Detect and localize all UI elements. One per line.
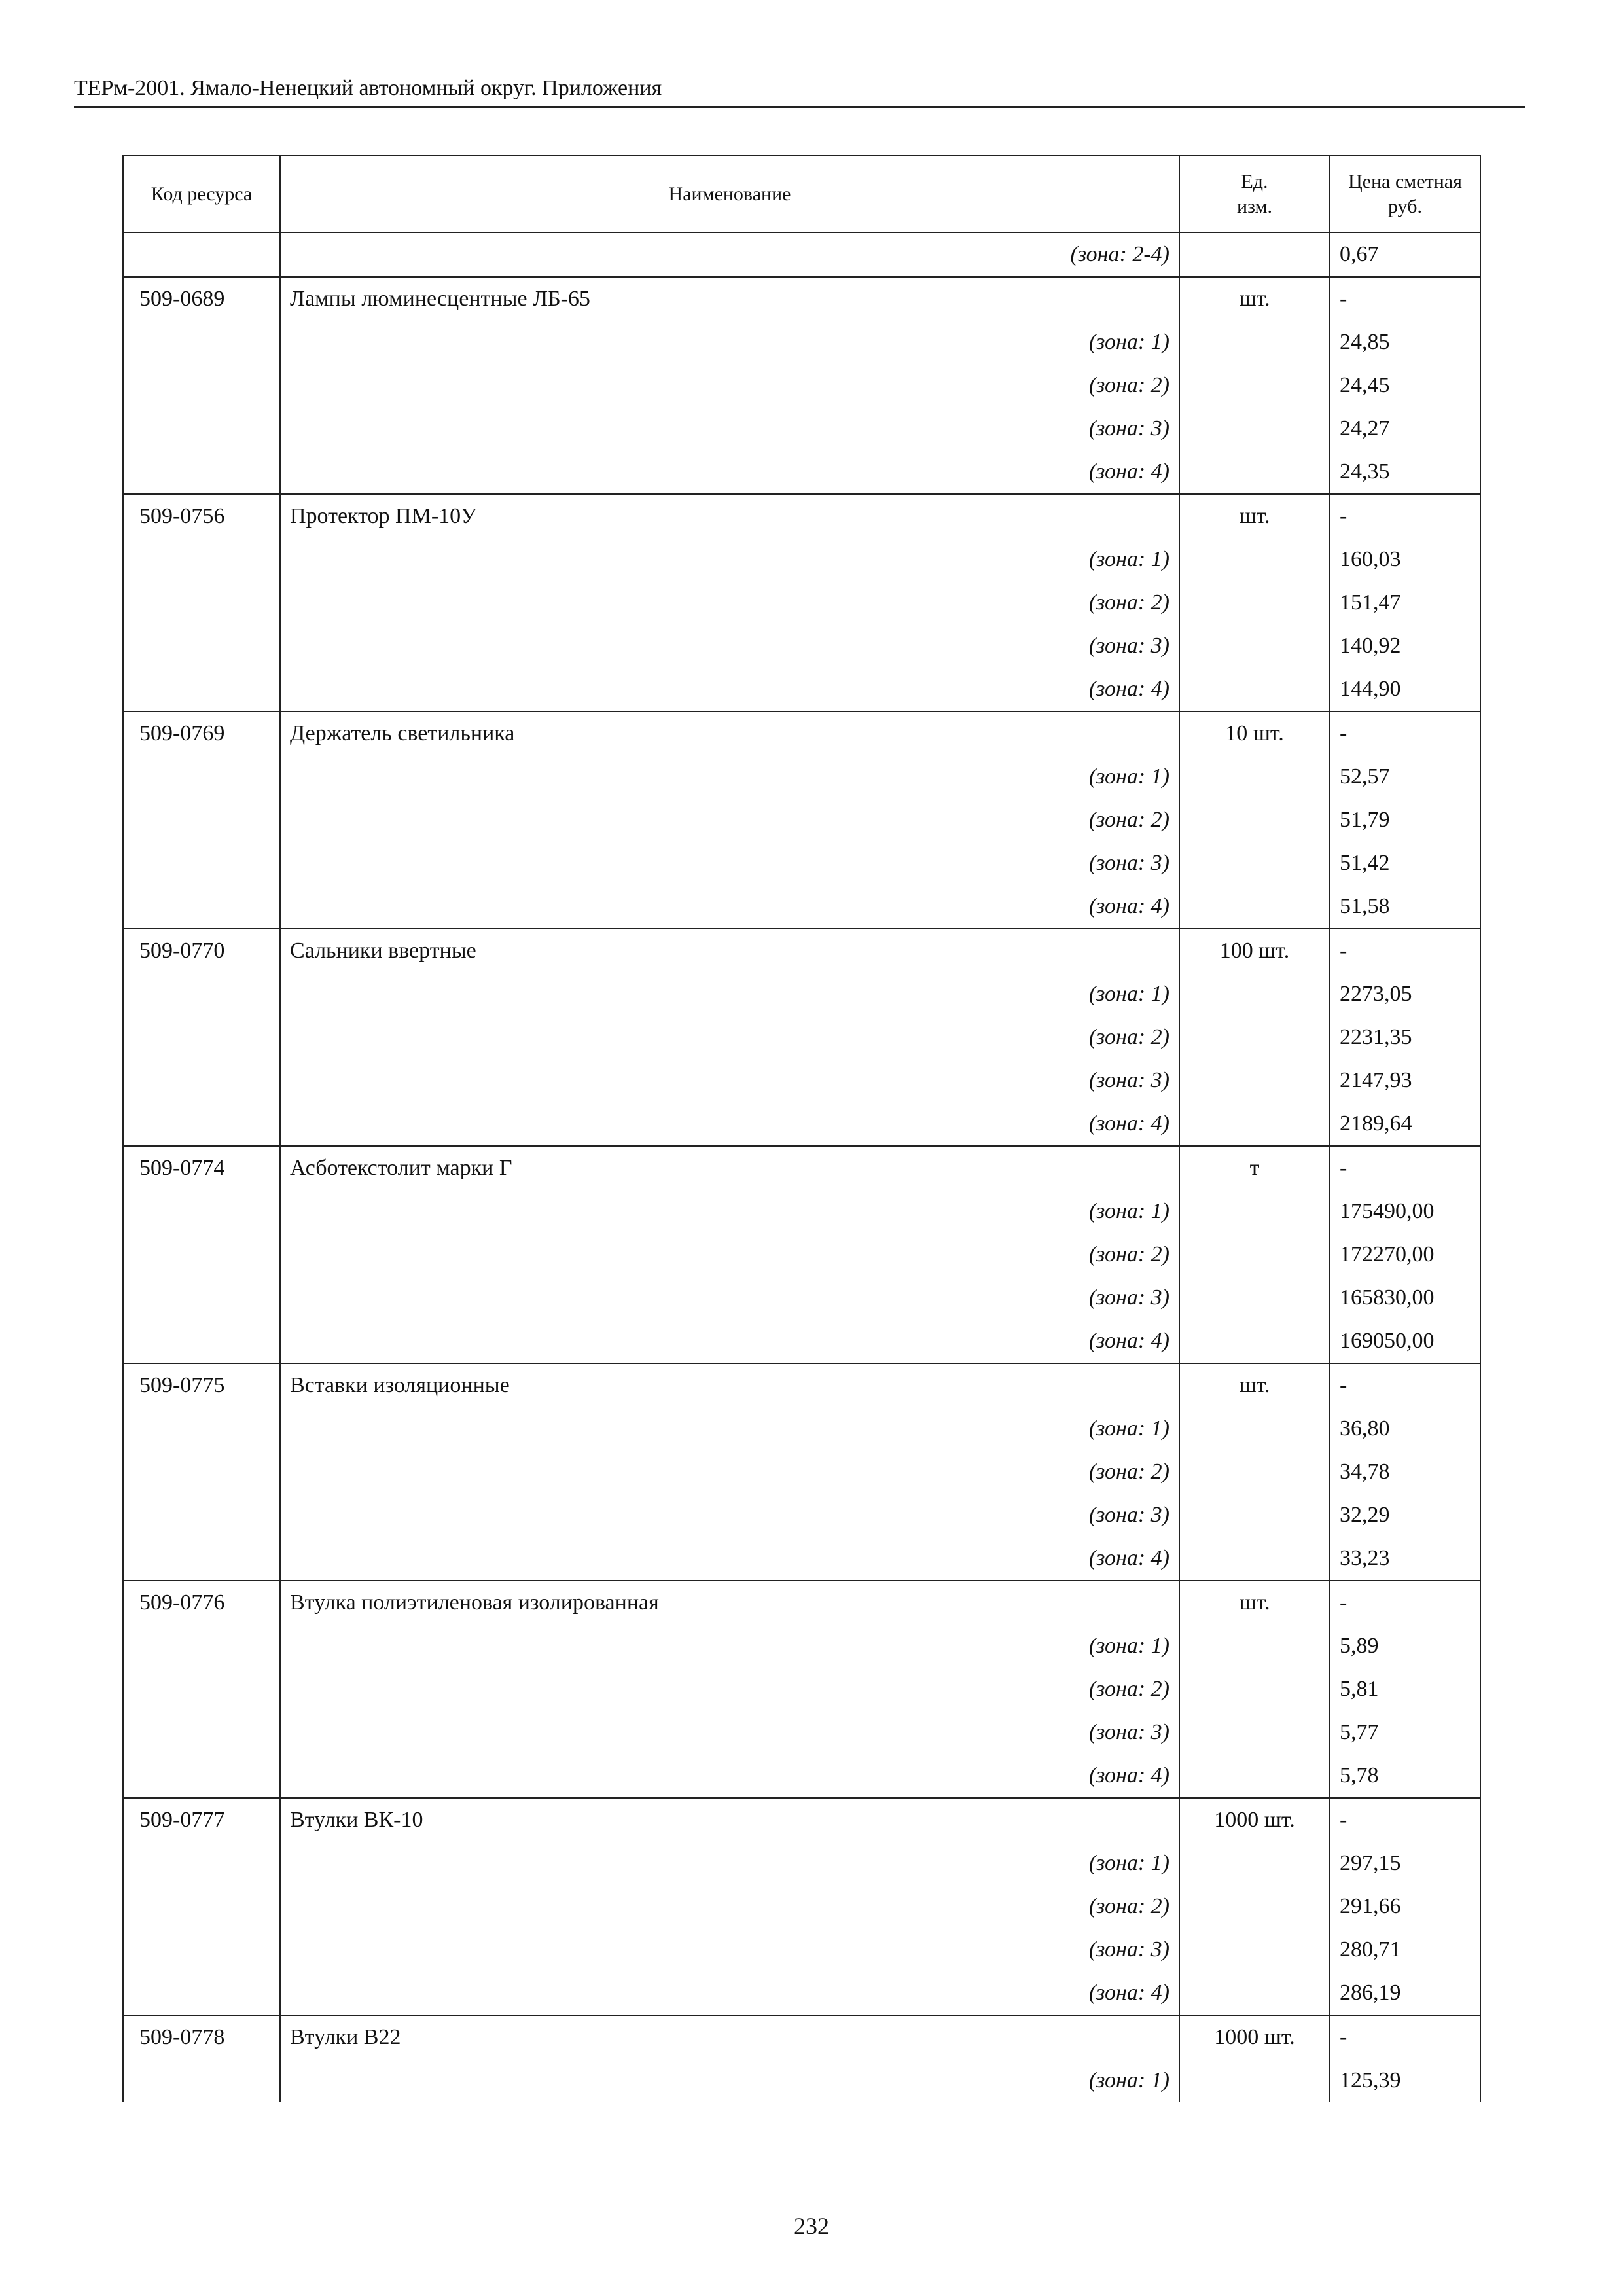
zone-price-cell: 2231,35 [1330, 1016, 1480, 1059]
zone-row [123, 1102, 1480, 1146]
resource-name-cell: Вставки изоляционные [280, 1363, 1179, 1407]
document-title: ТЕРм-2001. Ямало-Ненецкий автономный округ. Приложения [74, 76, 662, 100]
zone-row [123, 1842, 1480, 1885]
zone-row [123, 450, 1480, 494]
empty-unit-cell [1179, 1190, 1330, 1233]
table-row [123, 277, 1480, 321]
zone-row [123, 1059, 1480, 1102]
zone-row [123, 1928, 1480, 1971]
zone-price-cell: 151,47 [1330, 581, 1480, 624]
empty-code-cell [123, 1407, 280, 1450]
empty-unit-cell [1179, 973, 1330, 1016]
zone-row [123, 798, 1480, 842]
zone-price-cell: 2147,93 [1330, 1059, 1480, 1102]
resource-name-cell: Сальники ввертные [280, 929, 1179, 973]
empty-code-cell [123, 321, 280, 364]
base-price-cell: - [1330, 711, 1480, 755]
column-header-unit [1179, 156, 1330, 232]
zone-label-cell: (зона: 1) [280, 321, 1179, 364]
zone-price-cell: 291,66 [1330, 1885, 1480, 1928]
empty-code-cell [123, 755, 280, 798]
base-price-cell: - [1330, 929, 1480, 973]
empty-code-cell [123, 1276, 280, 1319]
empty-unit-cell [1179, 1928, 1330, 1971]
zone-row [123, 1276, 1480, 1319]
empty-code-cell [123, 1971, 280, 2015]
empty-code-cell [123, 450, 280, 494]
column-header-price [1330, 156, 1480, 232]
unit-cell: т [1179, 1146, 1330, 1190]
empty-code-cell [123, 1711, 280, 1754]
zone-label-cell: (зона: 2) [280, 1016, 1179, 1059]
base-price-cell: - [1330, 494, 1480, 538]
unit-cell: шт. [1179, 277, 1330, 321]
empty-unit-cell [1179, 1407, 1330, 1450]
zone-row [123, 581, 1480, 624]
carryover-unit-cell [1179, 232, 1330, 277]
empty-code-cell [123, 538, 280, 581]
empty-unit-cell [1179, 755, 1330, 798]
empty-code-cell [123, 1450, 280, 1494]
empty-unit-cell [1179, 2059, 1330, 2102]
price-table [122, 155, 1481, 2102]
resource-code-cell: 509-0778 [123, 2015, 280, 2059]
zone-label-cell: (зона: 3) [280, 1276, 1179, 1319]
zone-label-cell: (зона: 4) [280, 450, 1179, 494]
zone-label-cell: (зона: 4) [280, 668, 1179, 711]
empty-unit-cell [1179, 1102, 1330, 1146]
base-price-cell: - [1330, 1581, 1480, 1624]
zone-row [123, 1754, 1480, 1798]
table-row [123, 1798, 1480, 1842]
zone-row [123, 1016, 1480, 1059]
zone-label-cell: (зона: 3) [280, 1928, 1179, 1971]
zone-row [123, 538, 1480, 581]
empty-code-cell [123, 1102, 280, 1146]
zone-row [123, 1624, 1480, 1668]
empty-unit-cell [1179, 1319, 1330, 1363]
empty-code-cell [123, 1016, 280, 1059]
zone-label-cell: (зона: 2) [280, 581, 1179, 624]
resource-code-cell: 509-0774 [123, 1146, 280, 1190]
zone-label-cell: (зона: 1) [280, 1407, 1179, 1450]
zone-label-cell: (зона: 3) [280, 407, 1179, 450]
zone-label-cell: (зона: 1) [280, 1190, 1179, 1233]
empty-code-cell [123, 624, 280, 668]
empty-code-cell [123, 1624, 280, 1668]
zone-label-cell: (зона: 1) [280, 2059, 1179, 2102]
zone-row [123, 407, 1480, 450]
empty-unit-cell [1179, 1971, 1330, 2015]
base-price-cell: - [1330, 2015, 1480, 2059]
table-row [123, 1363, 1480, 1407]
empty-unit-cell [1179, 407, 1330, 450]
zone-row [123, 1450, 1480, 1494]
unit-cell: шт. [1179, 1363, 1330, 1407]
base-price-cell: - [1330, 277, 1480, 321]
empty-unit-cell [1179, 1624, 1330, 1668]
empty-unit-cell [1179, 1885, 1330, 1928]
unit-cell: шт. [1179, 1581, 1330, 1624]
table-row [123, 2015, 1480, 2059]
empty-unit-cell [1179, 1842, 1330, 1885]
zone-row [123, 1190, 1480, 1233]
resource-name-cell: Втулки В22 [280, 2015, 1179, 2059]
resource-code-cell: 509-0769 [123, 711, 280, 755]
empty-code-cell [123, 1233, 280, 1276]
empty-code-cell [123, 364, 280, 407]
zone-label-cell: (зона: 4) [280, 885, 1179, 929]
resource-code-cell: 509-0770 [123, 929, 280, 973]
empty-unit-cell [1179, 1537, 1330, 1581]
empty-unit-cell [1179, 885, 1330, 929]
zone-label-cell: (зона: 2) [280, 1885, 1179, 1928]
empty-code-cell [123, 1537, 280, 1581]
zone-label-cell: (зона: 4) [280, 1971, 1179, 2015]
zone-row [123, 1407, 1480, 1450]
carryover-row [123, 232, 1480, 277]
zone-label-cell: (зона: 1) [280, 538, 1179, 581]
zone-label-cell: (зона: 4) [280, 1102, 1179, 1146]
zone-row [123, 321, 1480, 364]
empty-unit-cell [1179, 321, 1330, 364]
resource-code-cell: 509-0756 [123, 494, 280, 538]
zone-price-cell: 125,39 [1330, 2059, 1480, 2102]
column-header-code-label: Код ресурса [151, 183, 253, 205]
zone-label-cell: (зона: 4) [280, 1754, 1179, 1798]
zone-price-cell: 51,42 [1330, 842, 1480, 885]
empty-unit-cell [1179, 538, 1330, 581]
zone-price-cell: 52,57 [1330, 755, 1480, 798]
empty-unit-cell [1179, 1711, 1330, 1754]
zone-row [123, 1537, 1480, 1581]
carryover-code-cell [123, 232, 280, 277]
zone-label-cell: (зона: 3) [280, 624, 1179, 668]
empty-code-cell [123, 2059, 280, 2102]
resource-code-cell: 509-0775 [123, 1363, 280, 1407]
page-number: 232 [794, 2213, 829, 2239]
zone-price-cell: 2189,64 [1330, 1102, 1480, 1146]
column-header-name-label: Наименование [668, 183, 791, 205]
empty-unit-cell [1179, 1059, 1330, 1102]
resource-code-cell: 509-0777 [123, 1798, 280, 1842]
zone-price-cell: 5,77 [1330, 1711, 1480, 1754]
unit-cell: 100 шт. [1179, 929, 1330, 973]
page-header [74, 73, 1525, 108]
zone-price-cell: 160,03 [1330, 538, 1480, 581]
zone-row [123, 1668, 1480, 1711]
resource-name-cell: Втулка полиэтиленовая изолированная [280, 1581, 1179, 1624]
zone-row [123, 364, 1480, 407]
zone-row [123, 755, 1480, 798]
zone-row [123, 1319, 1480, 1363]
zone-label-cell: (зона: 2) [280, 364, 1179, 407]
zone-price-cell: 5,78 [1330, 1754, 1480, 1798]
zone-label-cell: (зона: 1) [280, 1842, 1179, 1885]
empty-code-cell [123, 1885, 280, 1928]
zone-price-cell: 24,85 [1330, 321, 1480, 364]
zone-label-cell: (зона: 2) [280, 1668, 1179, 1711]
resource-name-cell: Асботекстолит марки Г [280, 1146, 1179, 1190]
zone-price-cell: 24,45 [1330, 364, 1480, 407]
zone-price-cell: 51,58 [1330, 885, 1480, 929]
zone-label-cell: (зона: 3) [280, 842, 1179, 885]
carryover-price-cell: 0,67 [1330, 232, 1480, 277]
column-header-price-label: Цена сметная руб. [1348, 170, 1462, 217]
empty-code-cell [123, 1059, 280, 1102]
zone-row [123, 1494, 1480, 1537]
unit-cell: шт. [1179, 494, 1330, 538]
carryover-zone-cell: (зона: 2-4) [280, 232, 1179, 277]
table-header-row [123, 156, 1480, 232]
zone-label-cell: (зона: 1) [280, 1624, 1179, 1668]
column-header-name [280, 156, 1179, 232]
zone-label-cell: (зона: 4) [280, 1537, 1179, 1581]
unit-cell: 1000 шт. [1179, 1798, 1330, 1842]
unit-cell: 1000 шт. [1179, 2015, 1330, 2059]
zone-price-cell: 286,19 [1330, 1971, 1480, 2015]
empty-code-cell [123, 1190, 280, 1233]
zone-price-cell: 165830,00 [1330, 1276, 1480, 1319]
zone-price-cell: 32,29 [1330, 1494, 1480, 1537]
table-row [123, 494, 1480, 538]
empty-code-cell [123, 842, 280, 885]
zone-price-cell: 175490,00 [1330, 1190, 1480, 1233]
empty-unit-cell [1179, 1276, 1330, 1319]
zone-price-cell: 169050,00 [1330, 1319, 1480, 1363]
zone-price-cell: 51,79 [1330, 798, 1480, 842]
empty-unit-cell [1179, 842, 1330, 885]
zone-row [123, 973, 1480, 1016]
unit-cell: 10 шт. [1179, 711, 1330, 755]
table-row [123, 929, 1480, 973]
empty-unit-cell [1179, 624, 1330, 668]
empty-unit-cell [1179, 1450, 1330, 1494]
empty-code-cell [123, 798, 280, 842]
zone-price-cell: 144,90 [1330, 668, 1480, 711]
zone-price-cell: 172270,00 [1330, 1233, 1480, 1276]
table-row [123, 711, 1480, 755]
column-header-code [123, 156, 280, 232]
column-header-unit-label: Ед. изм. [1237, 170, 1272, 217]
zone-price-cell: 34,78 [1330, 1450, 1480, 1494]
base-price-cell: - [1330, 1363, 1480, 1407]
zone-row [123, 668, 1480, 711]
resource-code-cell: 509-0689 [123, 277, 280, 321]
zone-row [123, 1711, 1480, 1754]
empty-unit-cell [1179, 1494, 1330, 1537]
empty-code-cell [123, 581, 280, 624]
zone-label-cell: (зона: 3) [280, 1059, 1179, 1102]
empty-unit-cell [1179, 450, 1330, 494]
zone-price-cell: 5,89 [1330, 1624, 1480, 1668]
empty-unit-cell [1179, 1016, 1330, 1059]
zone-label-cell: (зона: 2) [280, 1233, 1179, 1276]
zone-label-cell: (зона: 4) [280, 1319, 1179, 1363]
empty-unit-cell [1179, 798, 1330, 842]
zone-row [123, 842, 1480, 885]
empty-code-cell [123, 1668, 280, 1711]
base-price-cell: - [1330, 1798, 1480, 1842]
zone-label-cell: (зона: 3) [280, 1494, 1179, 1537]
zone-label-cell: (зона: 2) [280, 1450, 1179, 1494]
table-row [123, 1581, 1480, 1624]
empty-code-cell [123, 407, 280, 450]
resource-name-cell: Лампы люминесцентные ЛБ-65 [280, 277, 1179, 321]
empty-code-cell [123, 1928, 280, 1971]
resource-name-cell: Держатель светильника [280, 711, 1179, 755]
zone-label-cell: (зона: 3) [280, 1711, 1179, 1754]
zone-price-cell: 36,80 [1330, 1407, 1480, 1450]
empty-code-cell [123, 1842, 280, 1885]
resource-code-cell: 509-0776 [123, 1581, 280, 1624]
empty-unit-cell [1179, 1233, 1330, 1276]
table-row [123, 1146, 1480, 1190]
table-body [123, 232, 1480, 2102]
empty-unit-cell [1179, 1754, 1330, 1798]
zone-row [123, 885, 1480, 929]
zone-price-cell: 140,92 [1330, 624, 1480, 668]
empty-unit-cell [1179, 581, 1330, 624]
empty-code-cell [123, 973, 280, 1016]
zone-price-cell: 24,27 [1330, 407, 1480, 450]
empty-code-cell [123, 668, 280, 711]
zone-price-cell: 24,35 [1330, 450, 1480, 494]
empty-code-cell [123, 885, 280, 929]
empty-unit-cell [1179, 364, 1330, 407]
zone-price-cell: 5,81 [1330, 1668, 1480, 1711]
zone-price-cell: 2273,05 [1330, 973, 1480, 1016]
zone-label-cell: (зона: 1) [280, 973, 1179, 1016]
empty-code-cell [123, 1754, 280, 1798]
zone-row [123, 1233, 1480, 1276]
empty-code-cell [123, 1319, 280, 1363]
resource-name-cell: Протектор ПМ-10У [280, 494, 1179, 538]
zone-row [123, 1885, 1480, 1928]
zone-row [123, 1971, 1480, 2015]
zone-row [123, 624, 1480, 668]
zone-price-cell: 280,71 [1330, 1928, 1480, 1971]
base-price-cell: - [1330, 1146, 1480, 1190]
zone-price-cell: 297,15 [1330, 1842, 1480, 1885]
zone-label-cell: (зона: 1) [280, 755, 1179, 798]
zone-label-cell: (зона: 2) [280, 798, 1179, 842]
empty-code-cell [123, 1494, 280, 1537]
empty-unit-cell [1179, 1668, 1330, 1711]
resource-name-cell: Втулки ВК-10 [280, 1798, 1179, 1842]
empty-unit-cell [1179, 668, 1330, 711]
zone-price-cell: 33,23 [1330, 1537, 1480, 1581]
zone-row [123, 2059, 1480, 2102]
